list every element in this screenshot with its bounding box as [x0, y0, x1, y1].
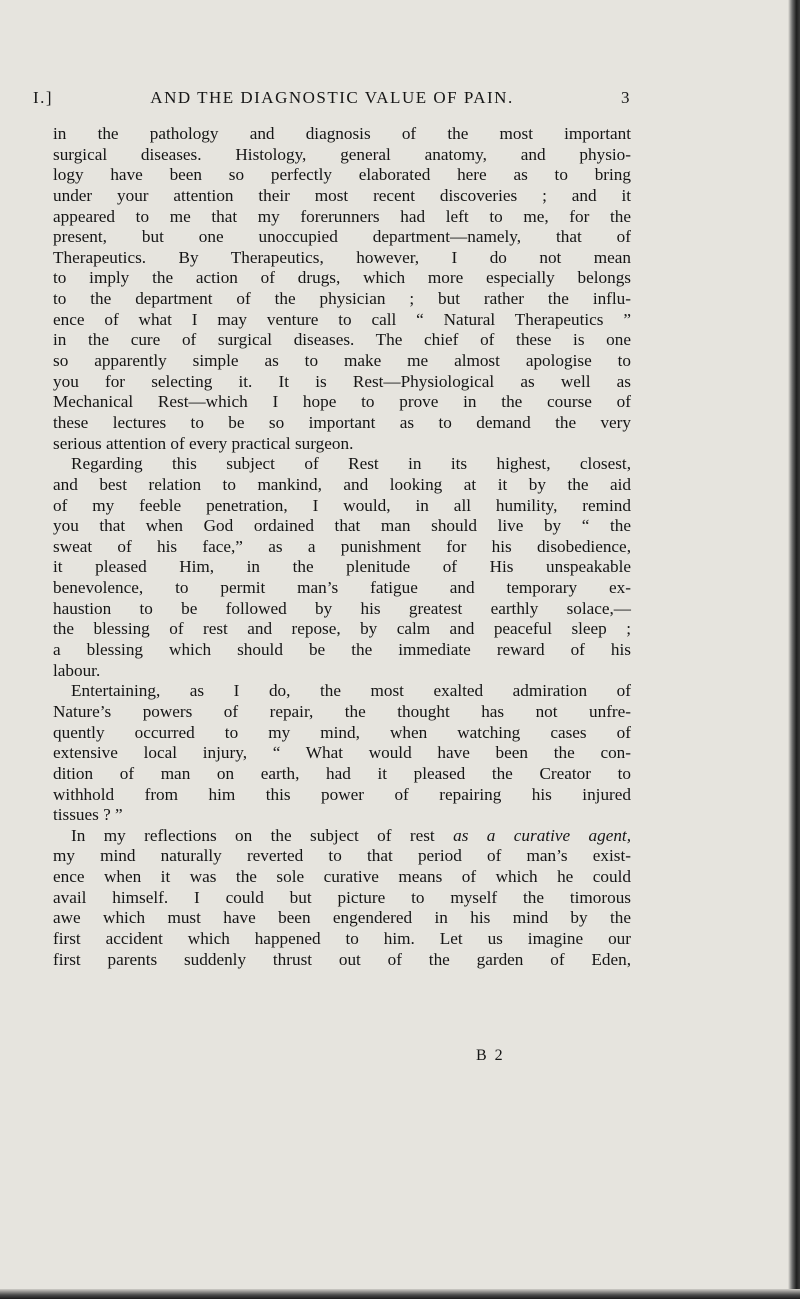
- signature-mark: B 2: [476, 1047, 505, 1064]
- text-line: and best relation to mankind, and looking at it by the aid: [53, 474, 631, 494]
- text-line: withhold from him this power of repairing his injured: [53, 784, 631, 804]
- text-line: under your attention their most recent discoveries ; and it: [53, 185, 631, 205]
- text-line: so apparently simple as to make me almost apologise to: [53, 351, 631, 371]
- text-line: serious attention of every practical surgeon.: [53, 433, 354, 453]
- body-text: [53, 124, 631, 970]
- text-line: to the department of the physician ; but rather the influ-: [53, 289, 631, 309]
- text-line: it pleased Him, in the plenitude of His unspeakable: [53, 557, 631, 577]
- text-line: Entertaining, as I do, the most exalted admiration of: [71, 681, 631, 701]
- text-line: appeared to me that my forerunners had left to me, for the: [53, 206, 631, 226]
- text-line: first parents suddenly thrust out of the garden of Eden,: [53, 949, 631, 969]
- text-line: Mechanical Rest—which I hope to prove in the course of: [53, 392, 631, 412]
- text-line-start: In my reflections on the subject of rest: [71, 825, 435, 845]
- text-line: ence when it was the sole curative means of which he could: [53, 867, 631, 887]
- text-line: of my feeble penetration, I would, in all humility, remind: [53, 495, 631, 515]
- text-line: first accident which happened to him. Let us imagine our: [53, 928, 631, 948]
- text-line: you for selecting it. It is Rest—Physiological as well as: [53, 371, 631, 391]
- text-line: avail himself. I could but picture to myself the timorous: [53, 887, 631, 907]
- text-line: these lectures to be so important as to demand the very: [53, 412, 631, 432]
- page-edge-shadow: [788, 0, 800, 1299]
- text-line: dition of man on earth, had it pleased the Creator to: [53, 763, 631, 783]
- text-line: in the cure of surgical diseases. The chief of these is one: [53, 330, 631, 350]
- text-line: ence of what I may venture to call “ Natural Therapeutics ”: [53, 309, 631, 329]
- text-line: awe which must have been engendered in his mind by the: [53, 908, 631, 928]
- italic-phrase: as a curative agent,: [453, 825, 632, 845]
- text-line: quently occurred to my mind, when watching cases of: [53, 722, 631, 742]
- running-title: AND THE DIAGNOSTIC VALUE OF PAIN.: [150, 88, 514, 107]
- text-line: a blessing which should be the immediate reward of his: [53, 640, 631, 660]
- text-line: surgical diseases. Histology, general anatomy, and physio-: [53, 144, 631, 164]
- page-bottom-edge: [0, 1289, 800, 1299]
- text-line: you that when God ordained that man should live by “ the: [53, 516, 631, 536]
- running-head: [33, 88, 631, 112]
- text-line: extensive local injury, “ What would have been the con-: [53, 743, 631, 763]
- text-line: [53, 826, 631, 847]
- text-line: in the pathology and diagnosis of the most important: [53, 124, 631, 143]
- text-line: Therapeutics. By Therapeutics, however, I do not mean: [53, 247, 631, 267]
- text-line: haustion to be followed by his greatest earthly solace,—: [53, 598, 631, 618]
- text-line: sweat of his face,” as a punishment for his disobedience,: [53, 536, 631, 556]
- text-line: to imply the action of drugs, which more especially belongs: [53, 268, 631, 288]
- text-line: Regarding this subject of Rest in its highest, closest,: [71, 454, 631, 474]
- text-line: tissues ? ”: [53, 805, 123, 825]
- page-number: 3: [621, 88, 631, 107]
- text-line: benevolence, to permit man’s fatigue and temporary ex-: [53, 578, 631, 598]
- text-line: Nature’s powers of repair, the thought has not unfre-: [53, 701, 631, 721]
- chapter-marker: I.]: [33, 88, 54, 107]
- text-line: logy have been so perfectly elaborated here as to bring: [53, 165, 631, 185]
- text-line: labour.: [53, 660, 101, 680]
- text-line: my mind naturally reverted to that period of man’s exist-: [53, 846, 631, 866]
- text-line: the blessing of rest and repose, by calm and peaceful sleep ;: [53, 619, 631, 639]
- text-line: present, but one unoccupied department—namely, that of: [53, 227, 631, 247]
